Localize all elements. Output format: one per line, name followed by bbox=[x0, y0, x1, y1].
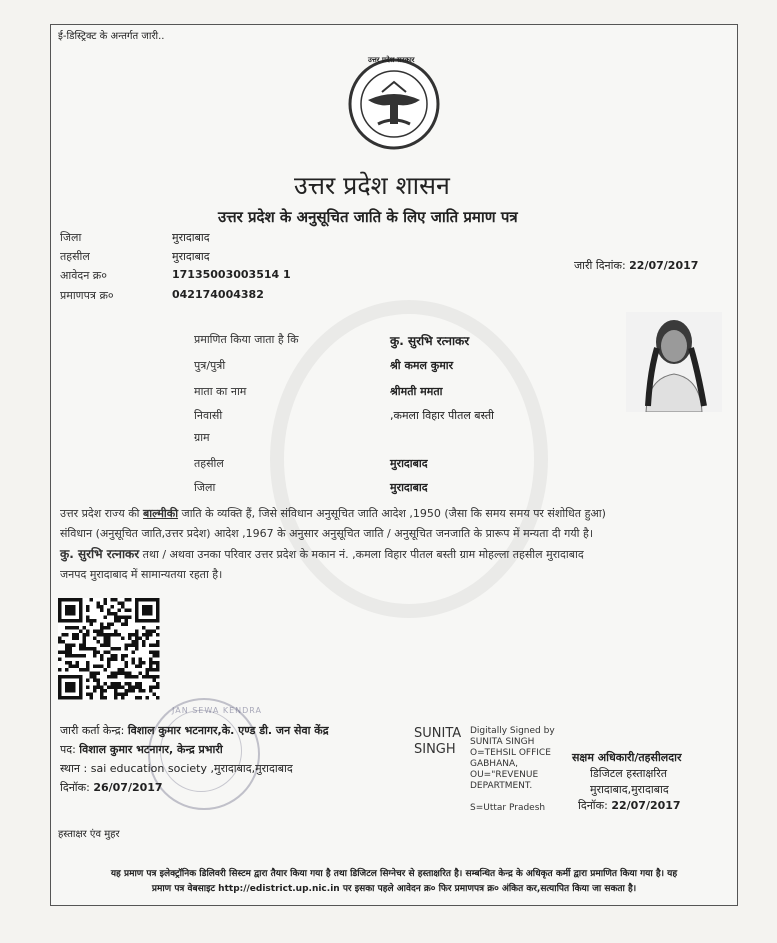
detail-label: तहसील bbox=[194, 457, 224, 470]
signature-line: O=TEHSIL OFFICE bbox=[470, 748, 551, 758]
footer-note-2: प्रमाण पत्र वेबसाइट http://edistrict.up.nic.in पर इसका पहले आवेदन क्र० फिर प्रमाणपत्र क्र० अंकित कर,सत्यापित किया जा सकता है। bbox=[151, 884, 637, 894]
father-name: श्री कमल कुमार bbox=[390, 359, 454, 372]
candidate-name: कु. सुरभि रत्नाकर bbox=[390, 334, 470, 348]
authority-line: सक्षम अधिकारी/तहसीलदार bbox=[572, 751, 682, 764]
stamp-text: JAN SEWA KENDRA bbox=[172, 706, 262, 715]
issuer-post-value: विशाल कुमार भटनागर, केन्द्र प्रभारी bbox=[79, 743, 223, 756]
footer-note-1: यह प्रमाण पत्र इलेक्ट्रॉनिक डिलिवरी सिस्टम द्वारा तैयार किया गया है तथा डिजिटल सिग्नेचर से हस्ताक्षरित है। सम्बन्धित केन्द्र के अधिकृत कर्मी द्वारा प्रमाणित किया गया है। यह bbox=[110, 869, 678, 879]
issue-date-value: 22/07/2017 bbox=[629, 259, 699, 272]
body-text: उत्तर प्रदेश राज्य की bbox=[60, 507, 144, 520]
up-emblem-icon bbox=[348, 58, 440, 150]
detail-label: जिला bbox=[194, 481, 216, 494]
meta-value: मुरादाबाद bbox=[172, 231, 210, 244]
meta-label: प्रमाणपत्र क्र० bbox=[60, 289, 114, 302]
signature-line: DEPARTMENT. bbox=[470, 781, 533, 791]
application-number: 17135003003514 1 bbox=[172, 268, 291, 281]
body-line-2: संविधान (अनुसूचित जाति,उत्तर प्रदेश) आदेश ,1967 के अनुसार अनुसूचित जाति / अनुसूचित जनजाति के प्रारूप में मन्यता दी गयी है। bbox=[60, 527, 594, 540]
detail-label: पुत्र/पुत्री bbox=[194, 359, 226, 372]
issuer-date-label: दिनॉक: bbox=[60, 781, 90, 794]
certificate-subtitle: उत्तर प्रदेश के अनुसूचित जाति के लिए जाति प्रमाण पत्र bbox=[218, 208, 518, 226]
issuer-center-value: विशाल कुमार भटनागर,के. एण्ड डी. जन सेवा केंद्र bbox=[127, 724, 329, 737]
detail-label: प्रमाणित किया जाता है कि bbox=[194, 333, 299, 346]
certificate-number: 042174004382 bbox=[172, 288, 264, 301]
body-line-3 bbox=[60, 544, 730, 565]
digital-signer-name bbox=[414, 726, 461, 758]
meta-value: मुरादाबाद bbox=[172, 250, 210, 263]
signature-line: GABHANA, bbox=[470, 759, 518, 769]
signature-line bbox=[470, 792, 555, 803]
page-title: उत्तर प्रदेश शासन bbox=[294, 171, 450, 200]
district-value: मुरादाबाद bbox=[390, 481, 428, 494]
meta-label: आवेदन क्र० bbox=[60, 269, 107, 282]
detail-label: माता का नाम bbox=[194, 385, 247, 398]
caste-name: बाल्मीकी bbox=[143, 507, 179, 520]
mother-name: श्रीमती ममता bbox=[390, 385, 443, 398]
signer-name-line: SINGH bbox=[414, 742, 456, 757]
body-candidate-name: कु. सुरभि रत्नाकर bbox=[60, 547, 140, 561]
applicant-photo bbox=[626, 312, 722, 412]
tehsil-value: मुरादाबाद bbox=[390, 457, 428, 470]
authority-date-value: 22/07/2017 bbox=[611, 799, 681, 812]
authority-block bbox=[572, 750, 681, 814]
body-text: तथा / अथवा उनका परिवार उत्तर प्रदेश के मकान नं. ,कमला विहार पीतल बस्ती ग्राम मोहल्ला तहसील मुरादाबाद bbox=[139, 548, 584, 561]
detail-label: ग्राम bbox=[194, 431, 210, 444]
issuer-place-label: स्थान : bbox=[60, 762, 88, 775]
issuer-post bbox=[60, 742, 223, 757]
emblem-ring-text: उत्तर प्रदेश सरकार bbox=[368, 56, 415, 64]
body-line-1 bbox=[60, 504, 730, 524]
top-note: ई-डिस्ट्रिक्ट के अन्तर्गत जारी.. bbox=[58, 31, 165, 42]
authority-date bbox=[572, 798, 681, 814]
authority-line: मुरादाबाद,मुरादाबाद bbox=[590, 783, 669, 796]
detail-label: निवासी bbox=[194, 409, 223, 422]
signature-line: Digitally Signed by bbox=[470, 726, 555, 736]
certificate-body bbox=[60, 504, 730, 585]
body-line-4: जनपद मुरादाबाद में सामान्यतया रहता है। bbox=[60, 568, 223, 581]
signature-line: SUNITA SINGH bbox=[470, 737, 535, 747]
issuer-place bbox=[60, 761, 293, 776]
issuer-center-label: जारी कर्ता केन्द्र: bbox=[60, 724, 125, 737]
digital-signature-block bbox=[470, 726, 555, 814]
body-text: जाति के व्यक्ति हैं, जिसे संविधान अनुसूचित जाति आदेश ,1950 (जैसा कि समय समय पर संशोधित हुआ) bbox=[178, 507, 606, 520]
issuer-place-value: sai education society ,मुरादाबाद,मुरादाबाद bbox=[90, 762, 293, 775]
meta-label: तहसील bbox=[60, 250, 90, 263]
issue-date-label: जारी दिनांक: bbox=[574, 259, 626, 272]
authority-line: डिजिटल हस्ताक्षरित bbox=[590, 767, 667, 780]
issuer-date-value: 26/07/2017 bbox=[93, 781, 163, 794]
sign-and-seal: हस्ताक्षर एंव मुहर bbox=[58, 829, 120, 840]
qr-code bbox=[58, 598, 160, 700]
signature-line: S=Uttar Pradesh bbox=[470, 803, 546, 813]
issue-date bbox=[574, 258, 698, 273]
signer-name-line: SUNITA bbox=[414, 726, 462, 741]
meta-label: जिला bbox=[60, 231, 82, 244]
residence: ,कमला विहार पीतल बस्ती bbox=[390, 409, 494, 422]
signature-line: OU="REVENUE bbox=[470, 770, 539, 780]
authority-date-label: दिनॉक: bbox=[578, 799, 608, 812]
issuer-post-label: पद: bbox=[60, 743, 76, 756]
issuing-center bbox=[60, 723, 329, 738]
issuer-date bbox=[60, 780, 163, 795]
